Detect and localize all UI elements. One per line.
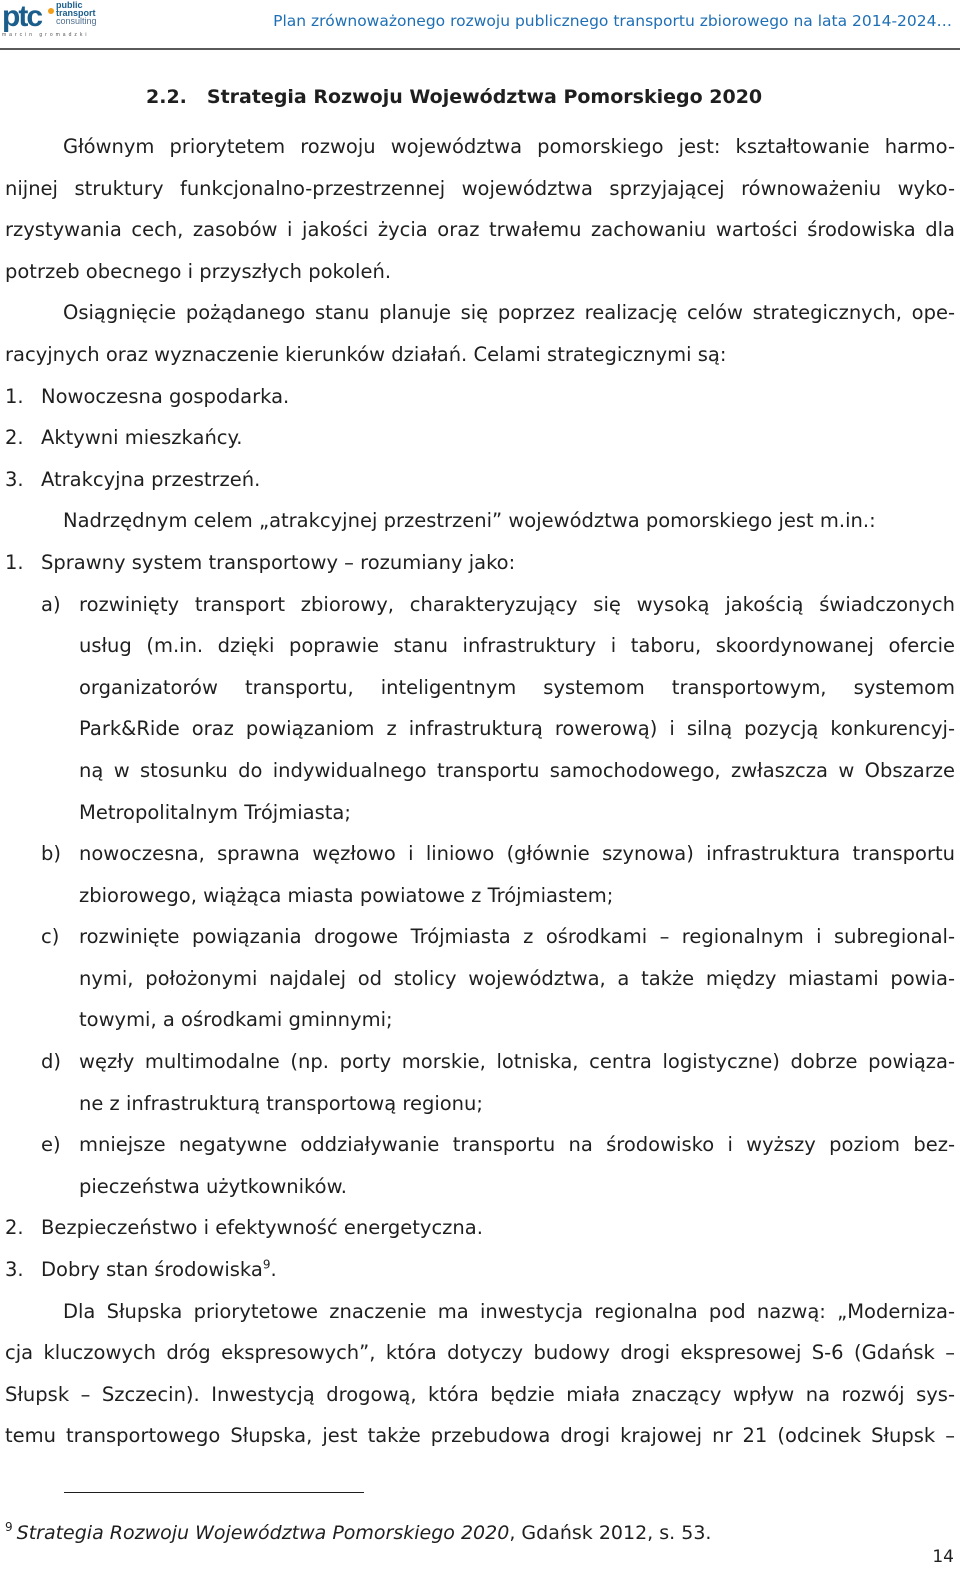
sub-list-item (5, 916, 955, 1041)
list-item (5, 1207, 955, 1249)
sub-list-line: mniejsze negatywne oddziaływanie transportu na środowisko i wyższy poziom bez- (79, 1133, 955, 1157)
paragraph-line: Słupsk – Szczecin). Inwestycją drogową, która będzie miała znaczący wpływ na rozwój sys- (5, 1382, 955, 1406)
paragraph-line: potrzeb obecnego i przyszłych pokoleń. (5, 259, 392, 283)
list-text (41, 1249, 277, 1291)
sub-list-line: ne z infrastrukturą transportową regionu; (79, 1091, 483, 1115)
sub-list-item (5, 1124, 955, 1207)
paragraph-line: Dla Słupska priorytetowe znaczenie ma inwestycja regionalna pod nazwą: „Moderniza- (63, 1299, 955, 1323)
page-number: 14 (932, 1547, 954, 1567)
list-text: Atrakcyjna przestrzeń. (41, 467, 261, 491)
sub-list-line: Metropolitalnym Trójmiasta; (79, 800, 351, 824)
paragraph-line: Nadrzędnym celem „atrakcyjnej przestrzeni” województwa pomorskiego jest m.in.: (63, 509, 876, 533)
paragraph-line: racyjnych oraz wyznaczenie kierunków działań. Celami strategicznymi są: (5, 342, 727, 366)
list-number: 2. (5, 1216, 24, 1240)
logo-words (56, 1, 97, 25)
sub-list-line: Park&Ride oraz powiązaniom z infrastrukturą rowerową) i silną pozycją konkurencyj- (79, 717, 955, 741)
sub-list-line: ną w stosunku do indywidualnego transportu samochodowego, zwłaszcza w Obszarze (79, 758, 955, 782)
sub-list-line: nowoczesna, sprawna węzłowo i liniowo (głównie szynowa) infrastruktura transportu (79, 842, 955, 866)
logo-subtitle: marcin gromadzki (2, 32, 90, 38)
sub-list-item (5, 584, 955, 834)
list-text: Aktywni mieszkańcy. (41, 426, 243, 450)
list-text: Sprawny system transportowy – rozumiany jako: (41, 550, 516, 574)
sub-list-item (5, 1041, 955, 1124)
list-item (5, 542, 955, 584)
footnote (5, 1520, 711, 1544)
list-number: 2. (5, 426, 24, 450)
running-header-title: Plan zrównoważonego rozwoju publicznego transportu zbiorowego na lata 2014-2024… (273, 12, 952, 30)
list-number: 1. (5, 550, 24, 574)
footnote-rest: , Gdańsk 2012, s. 53. (509, 1522, 712, 1544)
sub-list-line: usług (m.in. dzięki poprawie stanu infrastruktury i taboru, skoordynowanej ofercie (79, 634, 955, 658)
logo-word: consulting (56, 16, 97, 26)
sub-list-letter: c) (41, 925, 60, 949)
list-number: 3. (5, 467, 24, 491)
paragraph-line: cja kluczowych dróg ekspresowych”, która dotyczy budowy drogi ekspresowej S-6 (Gdańsk – (5, 1341, 955, 1365)
sub-list-line: pieczeństwa użytkowników. (79, 1174, 347, 1198)
ptc-logo (2, 0, 112, 40)
header-divider (0, 48, 960, 50)
paragraph-line: Głównym priorytetem rozwoju województwa pomorskiego jest: kształtowanie harmo- (63, 135, 955, 158)
list-number: 1. (5, 384, 24, 408)
sub-list-line: węzły multimodalne (np. porty morskie, lotniska, centra logistyczne) dobrze powiąza- (79, 1050, 955, 1074)
section-number: 2.2. (146, 86, 187, 108)
logo-mark: ptc (2, 0, 41, 33)
sub-list-letter: b) (41, 842, 61, 866)
section-heading (146, 86, 762, 108)
footnote-separator (64, 1492, 364, 1493)
sub-list-item (5, 833, 955, 916)
sub-list-line: nymi, położonymi najdalej od stolicy województwa, a także między miastami powia- (79, 966, 955, 990)
sub-list-line: zbiorowego, wiążąca miasta powiatowe z Trójmiastem; (79, 883, 614, 907)
sub-list-letter: e) (41, 1133, 61, 1157)
sub-list-line: towymi, a ośrodkami gminnymi; (79, 1008, 393, 1032)
footnote-mark: 9 (5, 1520, 13, 1534)
sub-list-letter: a) (41, 592, 61, 616)
logo-word: public (56, 0, 83, 10)
paragraph-line: temu transportowego Słupska, jest także przebudowa drogi krajowej nr 21 (odcinek Słupsk – (5, 1424, 955, 1448)
body-text (5, 126, 955, 1457)
sub-list-line: rozwinięte powiązania drogowe Trójmiasta z ośrodkami – regionalnym i subregional- (79, 925, 955, 949)
paragraph-line: nijnej struktury funkcjonalno-przestrzennej województwa sprzyjającej równoważeniu wyko- (5, 176, 955, 200)
sub-list-letter: d) (41, 1050, 61, 1074)
list-item (5, 376, 955, 418)
list-text-main: Dobry stan środowiska (41, 1258, 263, 1282)
footnote-title: Strategia Rozwoju Województwa Pomorskiego 2020 (16, 1522, 510, 1544)
list-text: Bezpieczeństwo i efektywność energetyczna. (41, 1216, 483, 1240)
logo-dot-icon (48, 8, 54, 14)
list-number: 3. (5, 1258, 24, 1282)
list-item (5, 459, 955, 501)
page-header (0, 0, 960, 50)
list-text: Nowoczesna gospodarka. (41, 384, 290, 408)
logo-word: transport (56, 8, 96, 18)
list-item (5, 1249, 955, 1291)
list-text-tail: . (270, 1258, 277, 1282)
sub-list-line: rozwinięty transport zbiorowy, charakteryzujący się wysoką jakością świadczonych (79, 592, 955, 616)
paragraph-line: Osiągnięcie pożądanego stanu planuje się poprzez realizację celów strategicznych, ope- (63, 301, 955, 325)
section-title: Strategia Rozwoju Województwa Pomorskiego 2020 (206, 86, 763, 108)
paragraph-line: rzystywania cech, zasobów i jakości życia oraz trwałemu zachowaniu wartości środowiska dla (5, 218, 955, 242)
sub-list-line: organizatorów transportu, inteligentnym systemom transportowym, systemom (79, 675, 955, 699)
footnote-reference: 9 (262, 1257, 271, 1272)
list-item (5, 417, 955, 459)
